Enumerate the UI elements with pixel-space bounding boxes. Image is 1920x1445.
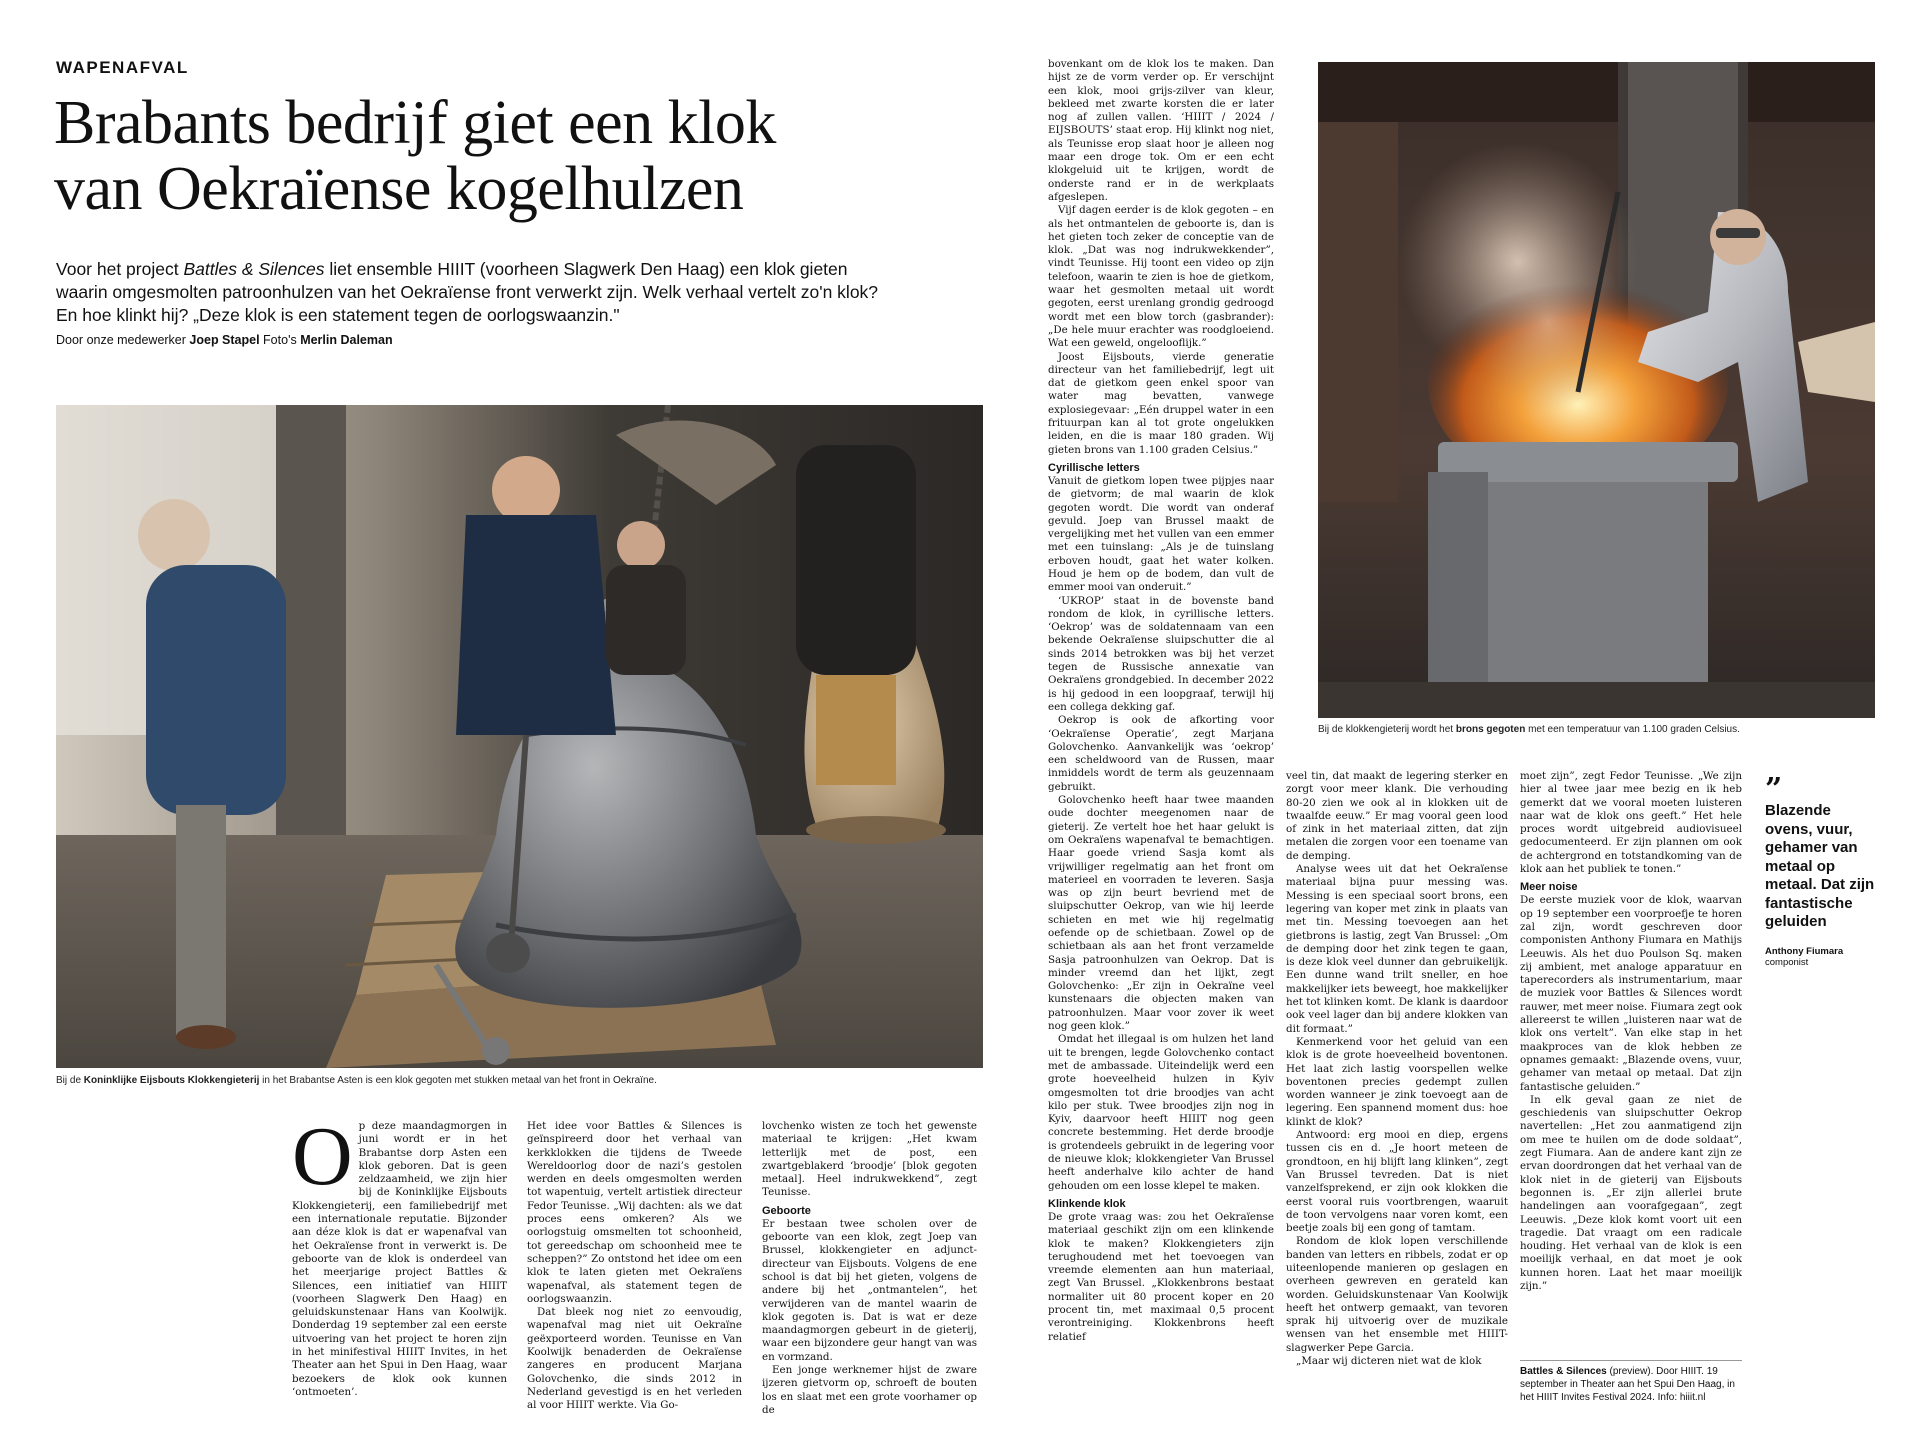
byline: [56, 333, 886, 347]
byline-photo-prefix: Foto's: [259, 333, 301, 347]
column-4-paragraph-9: De grote vraag was: zou het Oekraïense materiaal geschikt zijn om een klinkende klok te maken? Klokkengieters zijn terughoudend met het toevoegen van vreemde elementen aan hun materiaal, zegt Van Brussel. „Klokkenbrons bestaat normaliter uit 80 procent koper en 20 procent tin, met maximaal 0,5 procent verontreiniging. Klokkenbrons heeft relatief: [1048, 1210, 1274, 1343]
subhead-klinkende-klok: Klinkende klok: [1048, 1197, 1126, 1210]
column-4-paragraph-5: ‘UKROP’ staat in de bovenste band rondom de klok, in cyrillische letters. ‘Oekrop’ was de soldatennaam van een bekende Oekraïense sluipschutter die al sinds 2014 betrokken was bij het verzet tegen de Russische annexatie van Oekraïens grondgebied. In december 2022 is hij gedood in een loopgraaf, terwijl hij een collega dekking gaf.: [1048, 594, 1274, 713]
caption1-a: Bij de: [56, 1075, 84, 1086]
column-3-paragraph-2: Er bestaan twee scholen over de geboorte van een klok, zegt Joep van Brussel, klokkengieter en adjunct-directeur van Eijsbouts. Volgens de ene school is dat bij het gieten, volgens de andere bij het „ontmantelen”, het verwijderen van de mantel waarin de klok gegoten is. Dat is wat er deze maandagmorgen gebeurt in de gieterij, waar een bijzondere geur hangt van was en vormzand.: [762, 1217, 977, 1363]
column-1-paragraph-1: p deze maandagmorgen in juni wordt er in het Brabantse dorp Asten een klok geboren. Dat is geen zeldzaamheid, we zijn hier bij de Koninklijke Eijsbouts Klokkengieterij, een familiebedrijf met een internationale reputatie. Bijzonder aan déze klok is dat er wapenafval van het Oekraïense front in verwerkt is. De geboorte van de klok is onderdeel van het meerjarige project Battles & Silences, een initiatief van HIIIT (voorheen Slagwerk Den Haag) en geluidskunstenaar Hans van Koolwijk. Donderdag 19 september zal een eerste uitvoering van het project te horen zijn in het minifestival HIIIT Invites, in het Theater aan het Spui in Den Haag, waar bezoekers de klok ook kunnen ‘ontmoeten’.: [292, 1120, 507, 1398]
column-6-paragraph-1: moet zijn”, zegt Fedor Teunisse. „We zijn hier al twee jaar mee bezig en ik heb gemerkt dat we vooral moeten luisteren naar wat de klok ons geeft.” Het hele proces wordt uitgebreid audiovisueel gedocumenteerd. Er zijn plannen om ook de achtergrond en totstandkoming van de klok aan het publiek te tonen.”: [1520, 770, 1742, 876]
event-info: [1520, 1360, 1742, 1404]
column-5-paragraph-6: „Maar wij dicteren niet wat de klok: [1296, 1355, 1482, 1368]
caption2-c: met een temperatuur van 1.100 graden Celsius.: [1525, 724, 1740, 735]
column-6-paragraph-2: De eerste muziek voor de klok, waarvan op 19 september een voorproefje te horen zal zijn, wordt geschreven door componisten Anthony Fiumara en Mathijs Leeuwis. Als het duo Poulson Sq. maken zij ambient, met analoge apparatuur en taperecorders als instrumentarium, maar de muziek voor Battles & Silences wordt rauwer, met meer noise. Fiumara zegt ook allereerst te willen „luisteren naar wat de klok ons vertelt”. Van elke stap in het maakproces van de klok hebben ze opnames gemaakt: „Blazende ovens, vuur, gehamer van metaal op metaal. Dat zijn fantastische geluiden.”: [1520, 894, 1742, 1093]
column-4-paragraph-1: bovenkant om de klok los te maken. Dan hijst ze de vorm verder op. Er verschijnt een klok, mooi grijs-zilver van kleur, bekleed met zwarte korsten die er later nog af zullen vallen. ‘HIIIT / 2024 / EIJSBOUTS’ staat erop. Hij klinkt nog niet, als Teunisse erop slaat hoor je alleen nog maar een droge tok. Om er een echt klokgeluid uit te krijgen, wordt de onderste rand er in de werkplaats afgeslepen.: [1048, 58, 1274, 203]
column-4-paragraph-7: Golovchenko heeft haar twee maanden oude dochter meegenomen naar de gieterij. Ze vertelt hoe het haar gelukt is om Oekraïens wapenafval te bemachtigen. Haar goede vriend Sasja komt als vrijwilliger regelmatig aan het front om materieel en voorraden te leveren. Sasja was op zijn beurt bevriend met de sluipschutter Oekrop, van wie hij leerde schieten en met wie hij regelmatig oefende op de schietbaan. Zowel op de schietbaan als aan het front verzamelde Sasja patroonhulzen van Oekrop. Dat is minder vreemd dan het lijkt, zegt Golovchenko: „Er zijn in Oekraïne veel kunstenaars die objecten maken van patroonhulzen. Maar voor zover ik weet nog geen klok.”: [1048, 794, 1274, 1033]
photo-bronze-casting: [1318, 62, 1875, 718]
dropcap: O: [292, 1120, 353, 1203]
quote-attribution-name: Anthony Fiumara: [1765, 945, 1844, 957]
byline-prefix: Door onze medewerker: [56, 333, 190, 347]
caption2-b: brons gegoten: [1455, 724, 1526, 735]
caption1-b: Koninklijke Eijsbouts Klokkengieterij: [83, 1075, 260, 1086]
subhead-cyrillische-letters: Cyrillische letters: [1048, 461, 1140, 474]
column-5-paragraph-2: Analyse wees uit dat het Oekraïense materiaal bijna puur messing was. Messing is een speciaal soort brons, een legering van koper met zink in plaats van met tin. Messing toevoegen aan het gietbrons is lastig, zegt Van Brussel: „Om de demping door het zink tegen te gaan, is deze klok veel dunner dan gebruikelijk. Een dunne wand trilt sneller, en hoe makkelijker iets beweegt, hoe makkelijker het tot klinken komt. De klank is daardoor ook veel lager dan bij andere klokken van dit formaat.”: [1286, 863, 1508, 1035]
quote-mark-icon: ”: [1765, 772, 1783, 807]
column-6-paragraph-3: In elk geval gaan ze niet de geschiedenis van sluipschutter Oekrop navertellen: „Het zou aanmatigend zijn om mee te huilen om de dode soldaat”, zegt Fiumara. Aan de andere kant zijn ze ervan doordrongen dat het verhaal van de klok niet in de gieterij van Eijsbouts begonnen is. „Er zijn allerlei brute handelingen aan voorafgegaan”, zegt Leeuwis. „Deze klok komt voort uit een tragedie. Dat vraagt om een radicale houding. Het verhaal van de klok is een moeilijk verhaal, en dat moet je ook kunnen horen. Laat het maar moeilijk zijn.”: [1520, 1093, 1742, 1292]
caption1-c: in het Brabantse Asten is een klok gegoten met stukken metaal van het front in Oekraïne.: [259, 1075, 657, 1086]
photo-caption-bell: [56, 1074, 986, 1087]
bronze-casting-photo-illustration: [1318, 62, 1875, 718]
section-kicker: WAPENAFVAL: [56, 58, 189, 77]
event-info-title: Battles & Silences: [1520, 1366, 1607, 1377]
column-3-paragraph-3: Een jonge werknemer hijst de zware ijzeren gietvorm op, schroeft de bouten los en slaat met een grote voorhamer op de: [762, 1364, 977, 1416]
article-column-5: [1286, 770, 1508, 1420]
intro: [56, 258, 886, 327]
column-5-paragraph-3: Kenmerkend voor het geluid van een klok is de grote hoeveelheid boventonen. Het laat zich lastig voorspellen welke boventonen precies gedempt zullen worden wanneer je zink toevoegt aan de legering. Een spannend moment dus: hoe klinkt de klok?: [1286, 1035, 1508, 1128]
article-column-1: [292, 1120, 507, 1420]
column-5-paragraph-5: Rondom de klok lopen verschillende banden van letters en ribbels, zodat er op uiteenlopende manieren op geslagen en overheen gewreven en gerateld kan worden. Geluidskunstenaar Van Koolwijk heeft het ontwerp gemaakt, van tevoren sprak hij uitvoerig over de muzikale wensen van het ensemble met HIIIT-slagwerker Pepe Garcia.: [1286, 1235, 1508, 1354]
article-column-3: [762, 1120, 977, 1420]
photo-caption-casting: [1318, 723, 1878, 736]
column-2-paragraph-2: Dat bleek nog niet zo eenvoudig, wapenafval mag niet uit Oekraïne geëxporteerd worden. Teunisse en Van Koolwijk benaderden de Oekraïense zangeres en producent Marjana Golovchenko, die sinds 2012 in Nederland gevestigd is en het verleden al voor HIIIT werkte. Via Go-: [527, 1306, 742, 1412]
byline-photographer: Merlin Daleman: [300, 333, 393, 347]
column-3-paragraph-1: lovchenko wisten ze toch het gewenste materiaal te krijgen: „Het kwam letterlijk met de post, een zwartgeblakerd ‘broodje’ [blok gegoten metaal]. Heel indrukwekkend”, zegt Teunisse.: [762, 1120, 977, 1199]
pull-quote: [1765, 772, 1885, 968]
column-4-paragraph-8: Omdat het illegaal is om hulzen het land uit te brengen, legde Golovchenko contact met de ambassade. Uiteindelijk werd een grote hoeveelheid hulzen in Kyiv omgesmolten tot drie broodjes van acht kilo per stuk. Twee broodjes zijn nog in Kyiv, daarvoor heeft HIIIT nog geen concrete bestemming. Het derde broodje is grotendeels gebruikt in de legering voor de nieuwe klok; klokkengieter Van Brussel heeft anderhalve kilo achter de hand gehouden om een losse klepel te maken.: [1048, 1033, 1274, 1192]
quote-attribution-role: componist: [1765, 956, 1809, 968]
headline: Brabants bedrijf giet een klok van Oekraïense kogelhulzen: [54, 89, 776, 223]
photo-bell-foundry: [56, 405, 983, 1068]
quote-text: Blazende ovens, vuur, gehamer van metaal op metaal. Dat zijn fantastische geluiden: [1765, 802, 1875, 930]
article-column-2: [527, 1120, 742, 1420]
intro-a: Voor het project: [56, 259, 184, 279]
subhead-geboorte: Geboorte: [762, 1204, 811, 1217]
article-column-4: [1048, 58, 1274, 1418]
bell-foundry-photo-illustration: [56, 405, 983, 1068]
subhead-meer-noise: Meer noise: [1520, 881, 1578, 894]
column-4-paragraph-2: Vijf dagen eerder is de klok gegoten – en als het ontmantelen de geboorte is, dan is het gieten toch zeker de conceptie van de klok. „Dat was nog indrukwekkender”, vindt Teunisse. Hij toont een video op zijn telefoon, waarin te zien is hoe de gietkom, waar het gesmolten metaal uit wordt gegoten, eerst urenlang grondig gedroogd wordt met een blow torch (gasbrander): „De hele muur erachter was roodgloeiend. Wat een geweld, ongelooflijk.”: [1048, 204, 1274, 350]
caption2-a: Bij de klokkengieterij wordt het: [1318, 724, 1456, 735]
column-4-paragraph-3: Joost Eijsbouts, vierde generatie directeur van het familiebedrijf, legt uit dat de gietkom geen enkel spoor van water mag bevatten, vanwege explosiegevaar: „Eén druppel water in een frituurpan kan al tot grote ongelukken leiden, en die is maar 180 graden. Wij gieten brons van 1.100 graden Celsius.”: [1048, 350, 1274, 456]
column-5-paragraph-4: Antwoord: erg mooi en diep, ergens tussen cis en d. „Je hoort meteen de grondtoon, en hij blijft lang klinken”, zegt Van Brussel tevreden. Dat is niet vanzelfsprekend, er zijn ook klokken die eerst vooral ruis voortbrengen, waaruit de toon vervolgens naar voren komt, een beetje zoals bij een gong of tamtam.: [1286, 1129, 1508, 1235]
column-2-paragraph-1: Het idee voor Battles & Silences is geïnspireerd door het verhaal van kerkklokken die tijdens de Tweede Wereldoorlog door de nazi’s gestolen werden en deels omgesmolten werden tot wapentuig, vertelt artistiek directeur Fedor Teunisse. „Wij dachten: als we dat proces eens omkeren? Als we oorlogstuig omsmelten tot schoonheid, tot gereedschap om schoonheid mee te scheppen?” Zo ontstond het idee om een klok te laten gieten met Oekraïens wapenafval, als statement tegen de oorlogswaanzin.: [527, 1120, 742, 1305]
column-4-paragraph-4: Vanuit de gietkom lopen twee pijpjes naar de gietvorm; de mal waarin de klok gegoten wordt. Die wordt van onderaf gevuld. Joep van Brussel maakt de vergelijking met het vullen van een emmer met een tuinslang: „Als je de tuinslang erboven houdt, gaat het water kolken. Houd je hem op de bodem, dan vult de emmer mooi van onderuit.”: [1048, 474, 1274, 594]
event-info-text: (preview). Door HIIIT. 19 september in Theater aan het Spui Den Haag, in het HIIIT Invites Festival 2024. Info: hiiit.nl: [1520, 1366, 1735, 1403]
column-4-paragraph-6: Oekrop is ook de afkorting voor ‘Oekraïense Operatie’, zegt Marjana Golovchenko. Aanvankelijk was ‘oekrop’ een scheldwoord van de Russen, maar inmiddels wordt de term als geuzennaam gebruikt.: [1048, 714, 1274, 793]
intro-b: liet ensemble HIIIT (voorheen Slagwerk Den Haag) een klok gieten waarin omgesmolten patroonhulzen van het Oekraïense front verwerkt zijn. Welk verhaal vertelt zo'n klok? En hoe klinkt hij? „Deze klok is een statement tegen de oorlogswaanzin.": [56, 259, 879, 325]
column-5-paragraph-1: veel tin, dat maakt de legering sterker en zorgt voor meer klank. Die verhouding 80-20 zien we ook al in klokken uit de twaalfde eeuw.” Er mag vooral geen lood of zink in het materiaal zitten, dat zijn metalen die zorgen voor een toename van de demping.: [1286, 770, 1508, 862]
intro-project: Battles & Silences: [183, 259, 325, 279]
article-column-6: [1520, 770, 1742, 1350]
byline-author: Joep Stapel: [189, 333, 260, 347]
